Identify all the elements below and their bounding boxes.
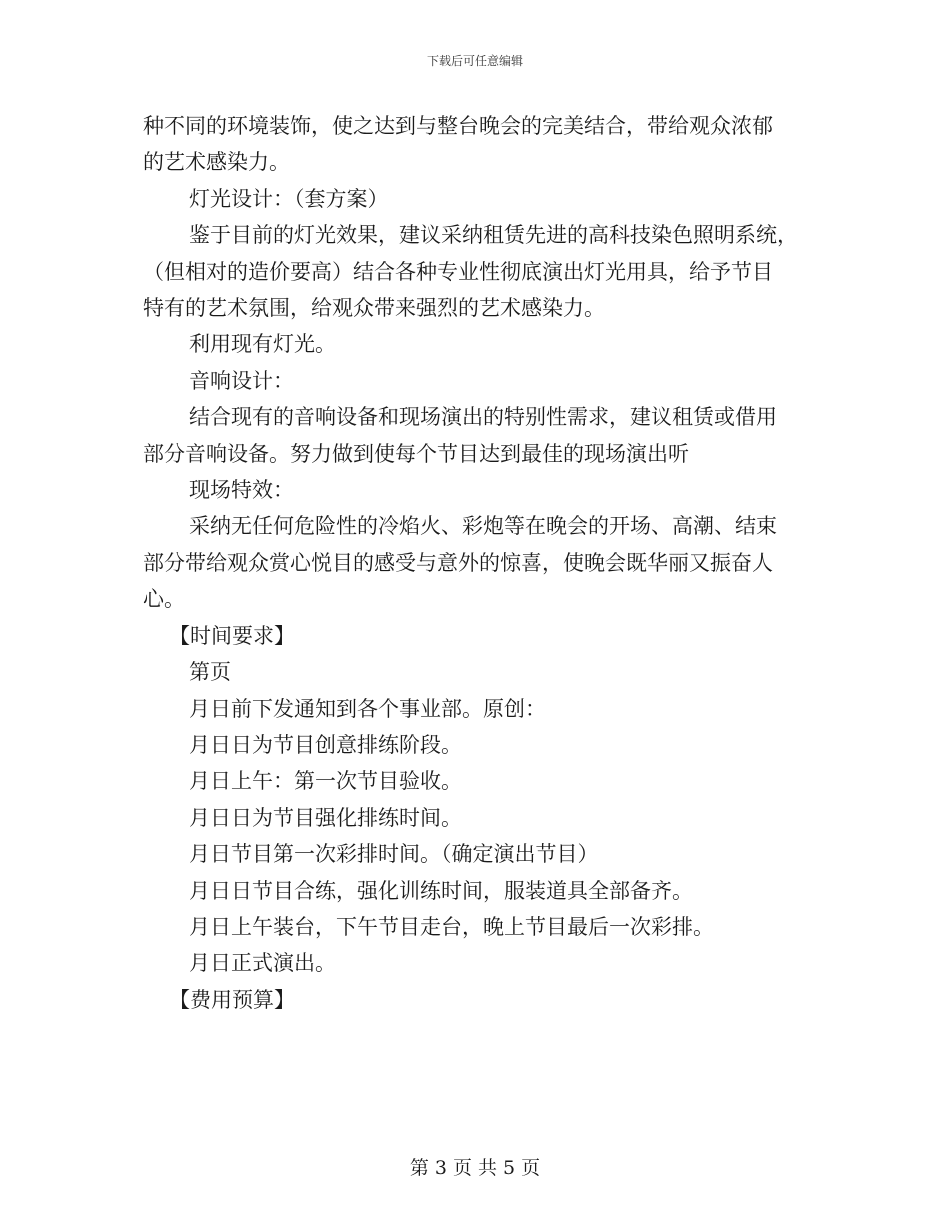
schedule-item: 月日日节目合练，强化训练时间，服装道具全部备齐。 — [189, 878, 693, 903]
section-heading-schedule: 【时间要求】 — [169, 623, 295, 648]
paragraph-line: 部分带给观众赏心悦目的感受与意外的惊喜，使晚会既华丽又振奋人 — [143, 550, 773, 575]
schedule-item: 月日上午装台，下午节目走台，晚上节目最后一次彩排。 — [189, 914, 714, 939]
paragraph-line: 采纳无任何危险性的冷焰火、彩炮等在晚会的开场、高潮、结束 — [189, 514, 777, 539]
schedule-item: 月日日为节目创意排练阶段。 — [189, 732, 462, 757]
page-number-footer: 第 3 页 共 5 页 — [409, 1157, 541, 1179]
paragraph-line: 鉴于目前的灯光效果，建议采纳租赁先进的高科技染色照明系统， — [189, 223, 798, 248]
document-body — [143, 108, 807, 1018]
paragraph-line: 种不同的环境装饰，使之达到与整台晚会的完美结合，带给观众浓郁 — [143, 114, 773, 138]
paragraph-line: 的艺术感染力。 — [143, 150, 290, 175]
section-heading-effects: 现场特效： — [189, 478, 294, 503]
paragraph-line: （但相对的造价要高）结合各种专业性彻底演出灯光用具，给予节目 — [143, 259, 773, 284]
paragraph-line: 特有的艺术氛围，给观众带来强烈的艺术感染力。 — [143, 296, 605, 321]
schedule-item: 月日上午：第一次节目验收。 — [189, 769, 462, 794]
schedule-item: 月日日为节目强化排练时间。 — [189, 805, 462, 830]
schedule-item: 月日正式演出。 — [189, 951, 336, 976]
schedule-item: 月日节目第一次彩排时间。（确定演出节目） — [189, 842, 599, 867]
paragraph-line: 心。 — [143, 587, 185, 612]
section-heading-audio: 音响设计： — [189, 368, 294, 393]
paragraph-line: 结合现有的音响设备和现场演出的特别性需求，建议租赁或借用 — [189, 405, 777, 430]
paragraph-line: 部分音响设备。努力做到使每个节目达到最佳的现场演出听 — [143, 441, 689, 466]
section-heading-budget: 【费用预算】 — [169, 987, 295, 1012]
paragraph-line: 第页 — [189, 660, 231, 685]
section-heading-lighting: 灯光设计：（套方案） — [189, 186, 389, 211]
paragraph-line: 利用现有灯光。 — [189, 332, 336, 357]
schedule-item: 月日前下发通知到各个事业部。原创： — [189, 696, 546, 721]
page-header: 下载后可任意编辑 — [426, 54, 523, 68]
